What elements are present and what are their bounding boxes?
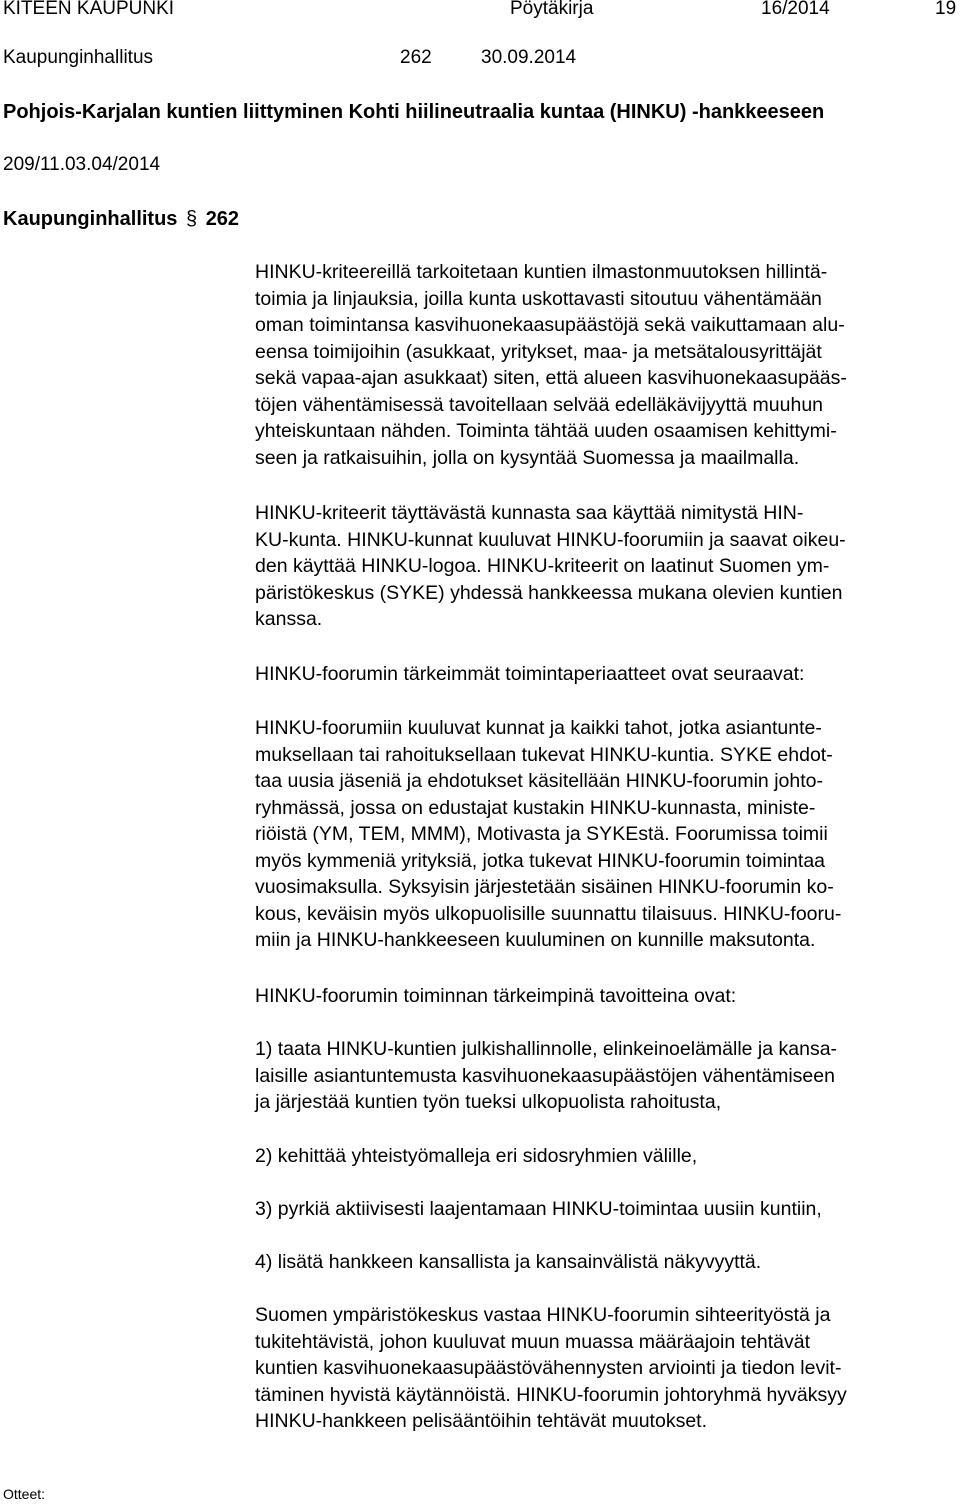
header-section-number: 262	[400, 47, 432, 68]
text-line: eensa toimijoihin (asukkaat, yritykset, maa- ja metsätalousyrittäjät	[255, 340, 822, 363]
text-line: muksellaan tai rahoituksellaan tukevat HINKU-kuntia. SYKE ehdot-	[255, 743, 833, 766]
text-line: täminen hyvistä käytännöistä. HINKU-foorumin johtoryhmä hyväksyy	[255, 1383, 847, 1406]
goal-item-4	[255, 1249, 955, 1276]
section-heading	[3, 208, 239, 231]
goal-item-1	[255, 1036, 955, 1116]
text-line: myös kymmeniä yrityksiä, jotka tukevat HINKU-foorumin toimintaa	[255, 849, 826, 872]
text-line: Suomen ympäristökeskus vastaa HINKU-foorumin sihteerityöstä ja	[255, 1304, 831, 1326]
text-line: kuntien kasvihuonekaasupäästövähennysten arviointi ja tiedon levit-	[255, 1357, 842, 1379]
header-date: 30.09.2014	[481, 47, 577, 68]
text-line: 4) lisätä hankkeen kansallista ja kansainvälistä näkyvyyttä.	[255, 1251, 762, 1273]
reference-number: 209/11.03.04/2014	[3, 154, 161, 175]
text-line: 2) kehittää yhteistyömalleja eri sidosryhmien välille,	[255, 1145, 698, 1167]
text-line: miin ja HINKU-hankkeeseen kuuluminen on kunnille maksutonta.	[255, 929, 816, 951]
text-line: HINKU-kriteereillä tarkoitetaan kuntien ilmastonmuutoksen hillintä-	[255, 261, 828, 283]
text-line: töjen vähentämisessä tavoitellaan selvää edelläkävijyyttä muuhun	[255, 393, 824, 416]
section-symbol: §	[186, 208, 198, 230]
text-line: oman toimintansa kasvihuonekaasupäästöjä sekä vaikuttamaan alu-	[255, 314, 845, 336]
text-line: seen ja ratkaisuihin, jolla on kysyntää Suomessa ja maailmalla.	[255, 446, 800, 469]
paragraph-4	[255, 715, 955, 954]
text-line: vuosimaksulla. Syksyisin järjestetään sisäinen HINKU-foorumin ko-	[255, 876, 834, 898]
text-line: päristökeskus (SYKE) yhdessä hankkeessa mukana olevien kuntien	[255, 581, 843, 604]
section-heading-number: 262	[205, 208, 240, 230]
paragraph-2	[255, 500, 955, 633]
text-line: kanssa.	[255, 608, 323, 630]
text-line: toimia ja linjauksia, joilla kunta uskottavasti sitoutuu vähentämään	[255, 287, 822, 310]
page-title: Pohjois-Karjalan kuntien liittyminen Kohti hiilineutraalia kuntaa (HINKU) -hankkeeseen	[3, 101, 825, 123]
text-line: ryhmässä, jossa on edustajat kustakin HINKU-kunnasta, ministe-	[255, 796, 816, 819]
text-line: KU-kunta. HINKU-kunnat kuuluvat HINKU-foorumiin ja saavat oikeu-	[255, 528, 846, 551]
text-line: 1) taata HINKU-kuntien julkishallinnolle, elinkeinoelämälle ja kansa-	[255, 1038, 838, 1060]
text-line: HINKU-foorumin toiminnan tärkeimpinä tavoitteina ovat:	[255, 985, 737, 1007]
text-line: riöistä (YM, TEM, MMM), Motivasta ja SYKEstä. Foorumissa toimii	[255, 823, 828, 845]
header-body: Kaupunginhallitus	[3, 47, 154, 68]
text-line: HINKU-foorumiin kuuluvat kunnat ja kaikki tahot, jotka asiantunte-	[255, 717, 822, 739]
paragraph-1	[255, 259, 955, 471]
paragraph-5	[255, 983, 955, 1010]
header-page-number: 19	[935, 0, 957, 19]
text-line: HINKU-hankkeen pelisääntöihin tehtävät muutokset.	[255, 1410, 708, 1432]
text-line: laisille asiantuntemusta kasvihuonekaasupäästöjen vähentämiseen	[255, 1064, 835, 1087]
section-heading-body: Kaupunginhallitus	[3, 208, 178, 230]
header-org: KITEEN KAUPUNKI	[3, 0, 175, 19]
text-line: den käyttää HINKU-logoa. HINKU-kriteerit on laatinut Suomen ym-	[255, 555, 830, 577]
paragraph-3	[255, 661, 955, 688]
text-line: yhteiskuntaan nähden. Toiminta tähtää uuden osaamisen kehittymi-	[255, 420, 837, 442]
paragraph-6	[255, 1302, 955, 1435]
text-line: taa uusia jäseniä ja ehdotukset käsitellään HINKU-foorumin johto-	[255, 770, 823, 792]
header-doc-number: 16/2014	[761, 0, 830, 19]
text-line: kous, keväisin myös ulkopuolisille suunnattu tilaisuus. HINKU-fooru-	[255, 902, 842, 925]
goal-item-2	[255, 1143, 955, 1170]
text-line: tukitehtävistä, johon kuuluvat muun muassa määräajoin tehtävät	[255, 1330, 810, 1353]
goal-item-3	[255, 1196, 955, 1223]
text-line: HINKU-kriteerit täyttävästä kunnasta saa käyttää nimitystä HIN-	[255, 502, 804, 524]
text-line: sekä vapaa-ajan asukkaat) siten, että alueen kasvihuonekaasupääs-	[255, 367, 847, 389]
header-doc-type: Pöytäkirja	[510, 0, 594, 19]
footer-label: Otteet:	[3, 1486, 46, 1502]
text-line: 3) pyrkiä aktiivisesti laajentamaan HINKU-toimintaa uusiin kuntiin,	[255, 1198, 822, 1220]
text-line: ja järjestää kuntien työn tueksi ulkopuolista rahoitusta,	[255, 1091, 722, 1113]
text-line: HINKU-foorumin tärkeimmät toimintaperiaatteet ovat seuraavat:	[255, 663, 805, 685]
